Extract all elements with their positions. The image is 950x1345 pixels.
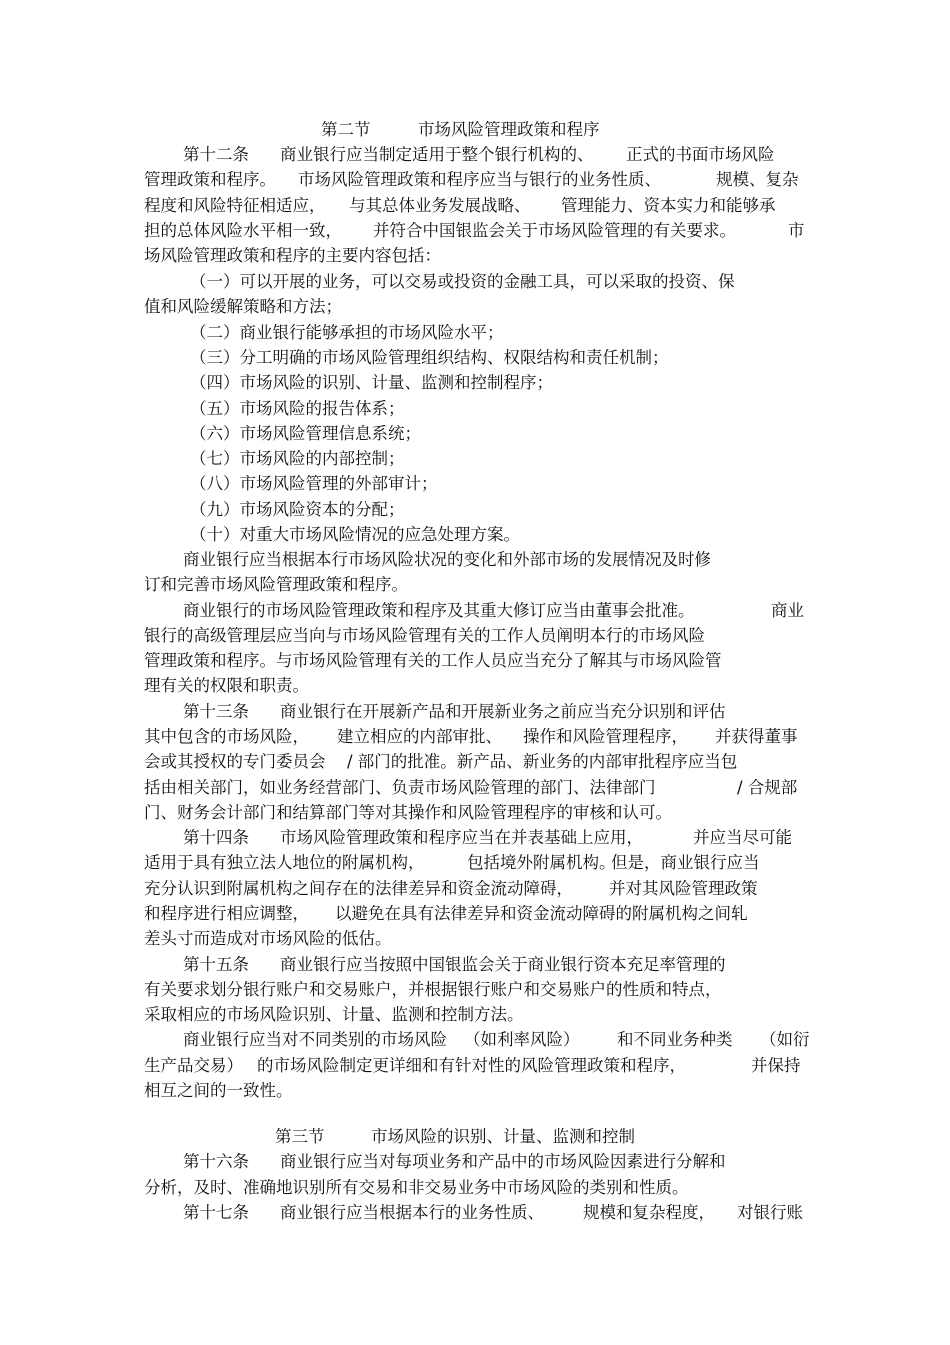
text-segment: 适用于具有独立法人地位的附属机构， — [144, 853, 425, 872]
text-line — [0, 1028, 950, 1052]
text-segment: 商业银行在开展新产品和开展新业务之前应当充分识别和评估 — [280, 702, 726, 721]
text-segment: 银行的高级管理层应当向与市场风险管理有关的工作人员阐明本行的市场风险 — [144, 626, 705, 645]
text-segment: 并应当尽可能 — [693, 828, 792, 847]
text-line — [0, 953, 950, 977]
text-segment: （如利率风险） — [464, 1030, 580, 1049]
text-segment: 对银行账 — [737, 1203, 803, 1222]
text-segment: 商业银行应当根据本行的业务性质、 — [280, 1203, 544, 1222]
text-line — [0, 599, 950, 623]
text-line — [0, 1176, 950, 1200]
text-segment: 管理政策和程序。与市场风险管理有关的工作人员应当充分了解其与市场风险管 — [144, 651, 722, 670]
text-line — [0, 523, 950, 547]
text-line — [0, 422, 950, 446]
text-line — [0, 750, 950, 774]
text-segment: 市场风险的识别、计量、监测和控制 — [371, 1127, 635, 1146]
text-line — [0, 649, 950, 673]
text-segment: 商业银行的市场风险管理政策和程序及其重大修订应当由董事会批准。 — [183, 601, 695, 620]
text-segment: 采取相应的市场风险识别、计量、监测和控制方法。 — [144, 1005, 524, 1024]
text-segment: 值和风险缓解策略和方法； — [144, 297, 342, 316]
text-segment: 第十七条 — [183, 1203, 249, 1222]
text-segment: 分析，及时、准确地识别所有交易和非交易业务中市场风险的类别和性质。 — [144, 1178, 689, 1197]
text-segment: 其中包含的市场风险， — [144, 727, 309, 746]
section-heading — [0, 1125, 950, 1149]
text-line — [0, 447, 950, 471]
text-line — [0, 902, 950, 926]
text-segment: 第十三条 — [183, 702, 249, 721]
text-segment: 市 — [788, 221, 805, 240]
text-segment: 商业 — [771, 601, 804, 620]
text-segment: （十）对重大市场风险情况的应急处理方案。 — [190, 525, 520, 544]
text-segment: 市场风险管理政策和程序应当与银行的业务性质、 — [298, 170, 661, 189]
text-segment: 以避免在具有法律差异和资金流动障碍的附属机构之间轧 — [335, 904, 748, 923]
text-segment: （一）可以开展的业务，可以交易或投资的金融工具，可以采取的投资、保 — [190, 272, 735, 291]
text-segment: / 部门的批准。新产品、新业务的内部审批程序应当包 — [347, 752, 738, 771]
text-line — [0, 801, 950, 825]
text-segment: （二）商业银行能够承担的市场风险水平； — [190, 323, 504, 342]
text-segment: 会或其授权的专门委员会 — [144, 752, 326, 771]
text-line — [0, 776, 950, 800]
text-segment: （七）市场风险的内部控制； — [190, 449, 405, 468]
text-segment: 管理政策和程序。 — [144, 170, 276, 189]
text-segment: 商业银行应当按照中国银监会关于商业银行资本充足率管理的 — [280, 955, 726, 974]
text-segment: 商业银行应当对每项业务和产品中的市场风险因素进行分解和 — [280, 1152, 726, 1171]
text-segment: 第三节 — [275, 1127, 325, 1146]
text-segment: 操作和风险管理程序， — [523, 727, 688, 746]
text-segment: 规模、复杂 — [716, 170, 799, 189]
text-line — [0, 1150, 950, 1174]
text-line — [0, 194, 950, 218]
text-line — [0, 877, 950, 901]
text-line — [0, 168, 950, 192]
text-segment: 相互之间的一致性。 — [144, 1081, 293, 1100]
text-segment: 程度和风险特征相适应， — [144, 196, 326, 215]
text-segment: 场风险管理政策和程序的主要内容包括： — [144, 246, 441, 265]
text-line — [0, 498, 950, 522]
text-line — [0, 851, 950, 875]
text-segment: 订和完善市场风险管理政策和程序。 — [144, 575, 408, 594]
text-line — [0, 674, 950, 698]
text-segment: 并获得董事 — [715, 727, 798, 746]
text-segment: 正式的书面市场风险 — [626, 145, 775, 164]
text-segment: 第十五条 — [183, 955, 249, 974]
text-segment: （四）市场风险的识别、计量、监测和控制程序； — [190, 373, 553, 392]
text-line — [0, 397, 950, 421]
text-segment: 规模和复杂程度， — [583, 1203, 715, 1222]
text-segment: 和程序进行相应调整， — [144, 904, 309, 923]
text-segment: 管理能力、资本实力和能够承 — [561, 196, 776, 215]
text-segment: 生产品交易） — [144, 1056, 243, 1075]
text-segment: 市场风险管理政策和程序 — [418, 120, 600, 139]
text-segment: （如衍 — [760, 1030, 810, 1049]
text-line — [0, 978, 950, 1002]
text-line — [0, 700, 950, 724]
text-segment: 门、财务会计部门和结算部门等对其操作和风险管理程序的审核和认可。 — [144, 803, 672, 822]
text-line — [0, 826, 950, 850]
text-segment: 括由相关部门，如业务经营部门、负责市场风险管理的部门、法律部门 — [144, 778, 656, 797]
text-segment: 和不同业务种类 — [617, 1030, 733, 1049]
text-segment: 理有关的权限和职责。 — [144, 676, 309, 695]
text-line — [0, 1201, 950, 1225]
text-segment: 有关要求划分银行账户和交易账户，并根据银行账户和交易账户的性质和特点， — [144, 980, 722, 999]
text-segment: 商业银行应当制定适用于整个银行机构的、 — [280, 145, 594, 164]
text-segment: 商业银行应当根据本行市场风险状况的变化和外部市场的发展情况及时修 — [183, 550, 711, 569]
text-segment: 并符合中国银监会关于市场风险管理的有关要求。 — [373, 221, 736, 240]
text-segment: 差头寸而造成对市场风险的低估。 — [144, 929, 392, 948]
text-line — [0, 1079, 950, 1103]
text-segment: 第十六条 — [183, 1152, 249, 1171]
text-segment: 充分认识到附属机构之间存在的法律差异和资金流动障碍， — [144, 879, 573, 898]
text-segment: 第十二条 — [183, 145, 249, 164]
text-line — [0, 573, 950, 597]
text-segment: 建立相应的内部审批、 — [337, 727, 502, 746]
text-segment: 但是，商业银行应当 — [611, 853, 760, 872]
text-segment: （九）市场风险资本的分配； — [190, 500, 405, 519]
text-line — [0, 295, 950, 319]
text-line — [0, 244, 950, 268]
text-segment: （八）市场风险管理的外部审计； — [190, 474, 438, 493]
text-line — [0, 219, 950, 243]
text-line — [0, 270, 950, 294]
section-heading — [0, 118, 950, 142]
text-line — [0, 321, 950, 345]
text-segment: （六）市场风险管理信息系统； — [190, 424, 421, 443]
text-segment: 并保持 — [751, 1056, 801, 1075]
text-line — [0, 548, 950, 572]
text-line — [0, 624, 950, 648]
text-segment: 第十四条 — [183, 828, 249, 847]
text-line — [0, 927, 950, 951]
text-segment: （五）市场风险的报告体系； — [190, 399, 405, 418]
text-line — [0, 346, 950, 370]
text-segment: 包括境外附属机构。 — [467, 853, 616, 872]
text-line — [0, 1054, 950, 1078]
text-segment: 与其总体业务发展战略、 — [349, 196, 531, 215]
text-segment: 并对其风险管理政策 — [609, 879, 758, 898]
text-line — [0, 472, 950, 496]
text-segment: （三）分工明确的市场风险管理组织结构、权限结构和责任机制； — [190, 348, 669, 367]
text-segment: / 合规部 — [737, 778, 798, 797]
text-segment: 的市场风险制定更详细和有针对性的风险管理政策和程序， — [257, 1056, 686, 1075]
text-line — [0, 725, 950, 749]
text-line — [0, 371, 950, 395]
text-segment: 市场风险管理政策和程序应当在并表基础上应用， — [280, 828, 643, 847]
text-segment: 第二节 — [321, 120, 371, 139]
text-line — [0, 1003, 950, 1027]
text-segment: 商业银行应当对不同类别的市场风险 — [183, 1030, 447, 1049]
text-segment: 担的总体风险水平相一致， — [144, 221, 342, 240]
text-line — [0, 143, 950, 167]
